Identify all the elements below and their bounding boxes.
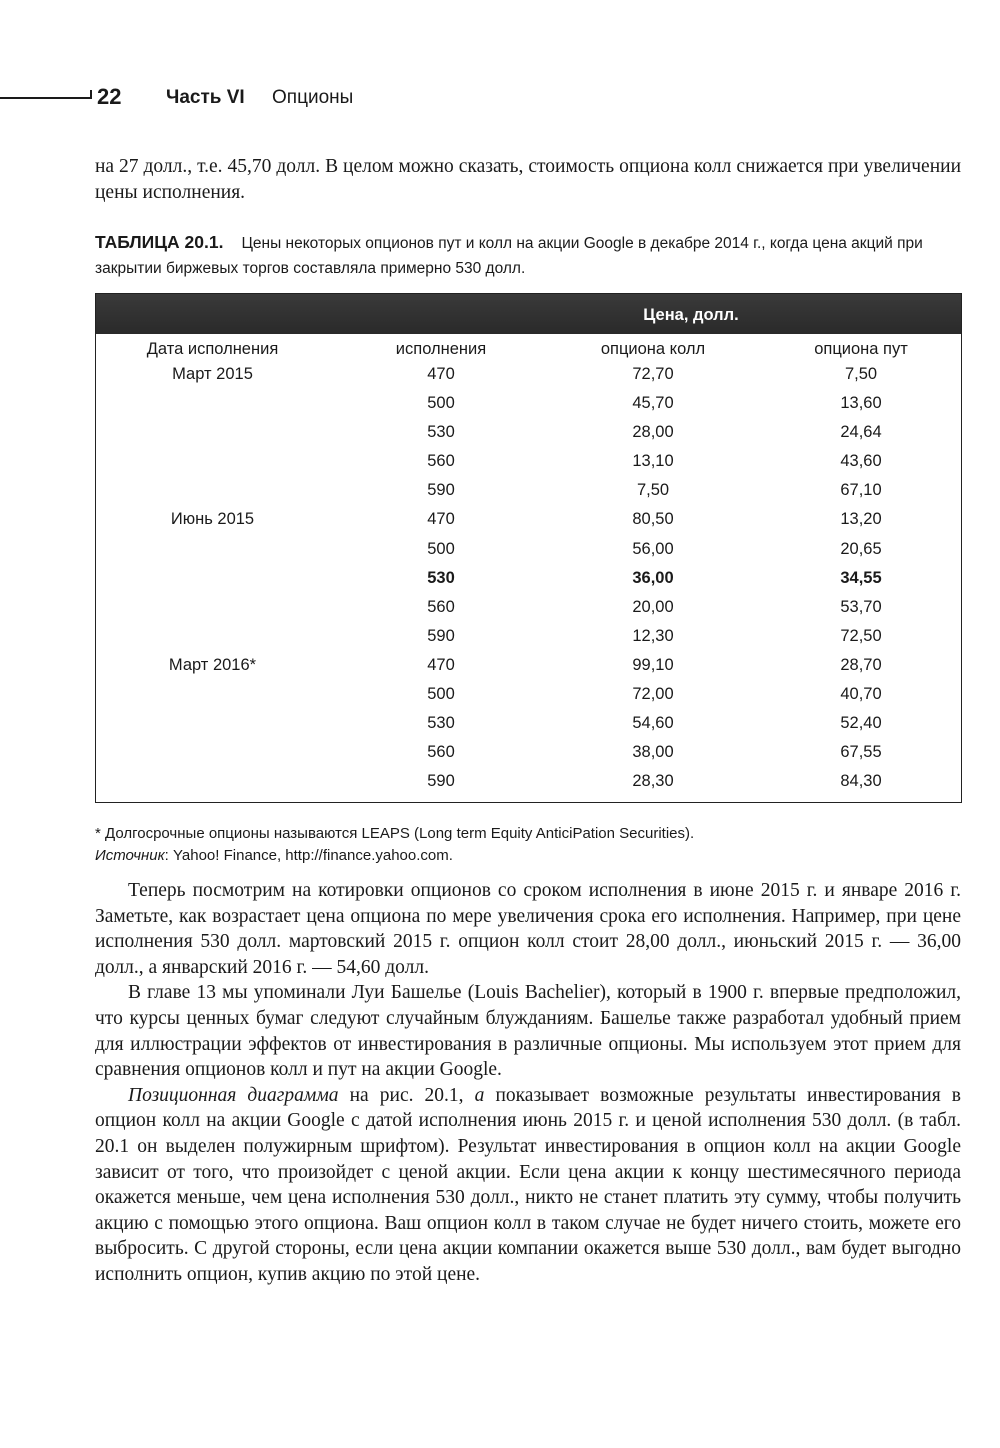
cell-call: 13,10: [632, 452, 674, 471]
paragraph-3-term: Позиционная диаграмма: [128, 1084, 339, 1106]
cell-strike: 470: [427, 365, 455, 383]
price-group-header: Цена, долл.: [643, 306, 739, 324]
cell-strike: 560: [427, 452, 455, 471]
cell-put: 13,20: [840, 510, 882, 529]
cell-call: 80,50: [632, 510, 674, 529]
table-row: [96, 569, 961, 598]
header-rule-tick: [90, 90, 92, 99]
table-row: [96, 627, 961, 656]
table-caption-text: Цены некоторых опционов пут и колл на акции Google в декабре 2014 г., когда цена акций при закрытии биржевых торгов составляла примерно 530 долл.: [95, 235, 923, 277]
table-body: [96, 365, 961, 801]
cell-call: 28,30: [632, 772, 674, 791]
cell-call: 54,60: [632, 714, 674, 733]
source-text: : Yahoo! Finance, http://finance.yahoo.com.: [164, 847, 453, 864]
cell-call: 28,00: [632, 423, 674, 442]
source-label: Источник: [95, 847, 165, 864]
cell-strike: 560: [427, 743, 455, 762]
leaps-footnote: * Долгосрочные опционы называются LEAPS (Long term Equity AnticiPation Securities).: [95, 825, 695, 842]
table-row: [96, 540, 961, 569]
cell-put: 67,55: [840, 743, 882, 762]
cell-put: 20,65: [840, 539, 882, 558]
cell-put: 43,60: [840, 452, 882, 471]
cell-call: 72,70: [632, 365, 674, 383]
main-text: [95, 878, 961, 1288]
table-row: [96, 365, 961, 394]
table-footnotes: [95, 823, 694, 867]
page-number: 22: [97, 84, 122, 109]
cell-strike: 500: [427, 685, 455, 704]
cell-put: 7,50: [844, 365, 878, 383]
cell-put: 84,30: [840, 772, 882, 791]
cell-call: 72,00: [632, 685, 674, 704]
cell-strike: 560: [427, 597, 455, 616]
table-row: [96, 598, 961, 627]
cell-strike: 590: [427, 481, 455, 500]
cell-strike: 590: [427, 626, 455, 645]
cell-put: 34,55: [840, 568, 882, 587]
options-table: [95, 293, 962, 803]
cell-put: 52,40: [840, 714, 882, 733]
cell-strike: 530: [427, 714, 455, 733]
cell-call: 56,00: [632, 539, 674, 558]
paragraph-1: Теперь посмотрим на котировки опционов со сроком исполнения в июне 2015 г. и январе 2016 г. Заметьте, как возрастает цена опциона по мере увеличения срока его исполнения. Например, при цене исполнения 530 долл. мартовский 2015 г. опцион колл стоит 28,00 долл., июньский 2015 г. — 36,00 долл., а январский 2016 г. — 54,60 долл.: [95, 880, 961, 978]
cell-put: 28,70: [840, 655, 882, 674]
cell-strike: 500: [427, 394, 455, 413]
column-header-date: Дата исполнения: [146, 340, 279, 358]
part-title: Опционы: [272, 87, 354, 108]
cell-date: Март 2015: [172, 365, 253, 383]
cell-strike: 590: [427, 772, 455, 791]
cell-put: 40,70: [840, 685, 882, 704]
table-row: [96, 394, 961, 423]
table-row: [96, 772, 961, 801]
cell-strike: 470: [427, 510, 455, 529]
header-rule: [0, 97, 92, 99]
column-header-put: опциона пут: [814, 340, 908, 358]
cell-strike: 500: [427, 539, 455, 558]
paragraph-3-figure-ref: на рис. 20.1,: [338, 1084, 475, 1106]
cell-strike: 530: [427, 423, 455, 442]
cell-put: 67,10: [840, 481, 882, 500]
table-row: [96, 423, 961, 452]
cell-put: 13,60: [840, 394, 882, 413]
cell-strike: 470: [427, 655, 455, 674]
cell-call: 20,00: [632, 597, 674, 616]
intro-paragraph: [95, 154, 961, 205]
cell-call: 36,00: [632, 568, 674, 587]
table-row: [96, 743, 961, 772]
table-row: [96, 510, 961, 539]
intro-text: на 27 долл., т.е. 45,70 долл. В целом можно сказать, стоимость опциона колл снижается при увеличении цены исполнения.: [95, 156, 961, 203]
part-label: Часть VI: [166, 87, 245, 108]
table-row: [96, 481, 961, 510]
table-row: [96, 656, 961, 685]
column-header-strike: исполнения: [395, 340, 487, 358]
table-caption: [95, 230, 961, 281]
cell-strike: 530: [427, 568, 455, 587]
table-row: [96, 452, 961, 481]
cell-put: 24,64: [840, 423, 882, 442]
paragraph-3-figure-letter: а: [474, 1084, 485, 1106]
paragraph-2: В главе 13 мы упоминали Луи Башелье (Louis Bachelier), который в 1900 г. впервые предположил, что курсы ценных бумаг следуют случайным блужданиям. Башелье также разработал удобный прием для иллюстрации эффектов от инвестирования в различные опционы. Мы используем этот прием для сравнения опционов колл и пут на акции Google.: [95, 982, 961, 1081]
cell-date: Июнь 2015: [170, 510, 255, 529]
column-header-row: [96, 334, 961, 365]
cell-call: 45,70: [632, 394, 674, 413]
table-row: [96, 714, 961, 743]
cell-call: 7,50: [636, 481, 670, 500]
column-header-call: опциона колл: [600, 340, 706, 358]
cell-put: 72,50: [840, 626, 882, 645]
cell-put: 53,70: [840, 597, 882, 616]
table-caption-label: ТАБЛИЦА 20.1.: [95, 232, 224, 252]
cell-date: Март 2016*: [168, 655, 257, 674]
cell-call: 38,00: [632, 743, 674, 762]
cell-call: 99,10: [632, 655, 674, 674]
source-note: [95, 845, 694, 867]
table-group-header: [96, 294, 961, 334]
paragraph-3: [95, 1083, 961, 1288]
table-row: [96, 685, 961, 714]
paragraph-3-text: показывает возможные результаты инвестирования в опцион колл на акции Google с датой исполнения июнь 2015 г. и ценой исполнения 530 долл. (в табл. 20.1 он выделен полужирным шрифтом). Результат инвестирования в опцион колл на акции Google зависит от того, что произойдет с ценой акции. Если цена акции к концу шестимесячного периода окажется меньше, чем цена исполнения 530 долл., никто не станет платить эту сумму, чтобы получить акцию с помощью этого опциона. Ваш опцион колл в таком случае не будет ничего стоить, можете его выбросить. С другой стороны, если цена акции компании окажется выше 530 долл., вам будет выгодно исполнить опцион, купив акцию по этой цене.: [95, 1084, 961, 1285]
cell-call: 12,30: [632, 626, 674, 645]
